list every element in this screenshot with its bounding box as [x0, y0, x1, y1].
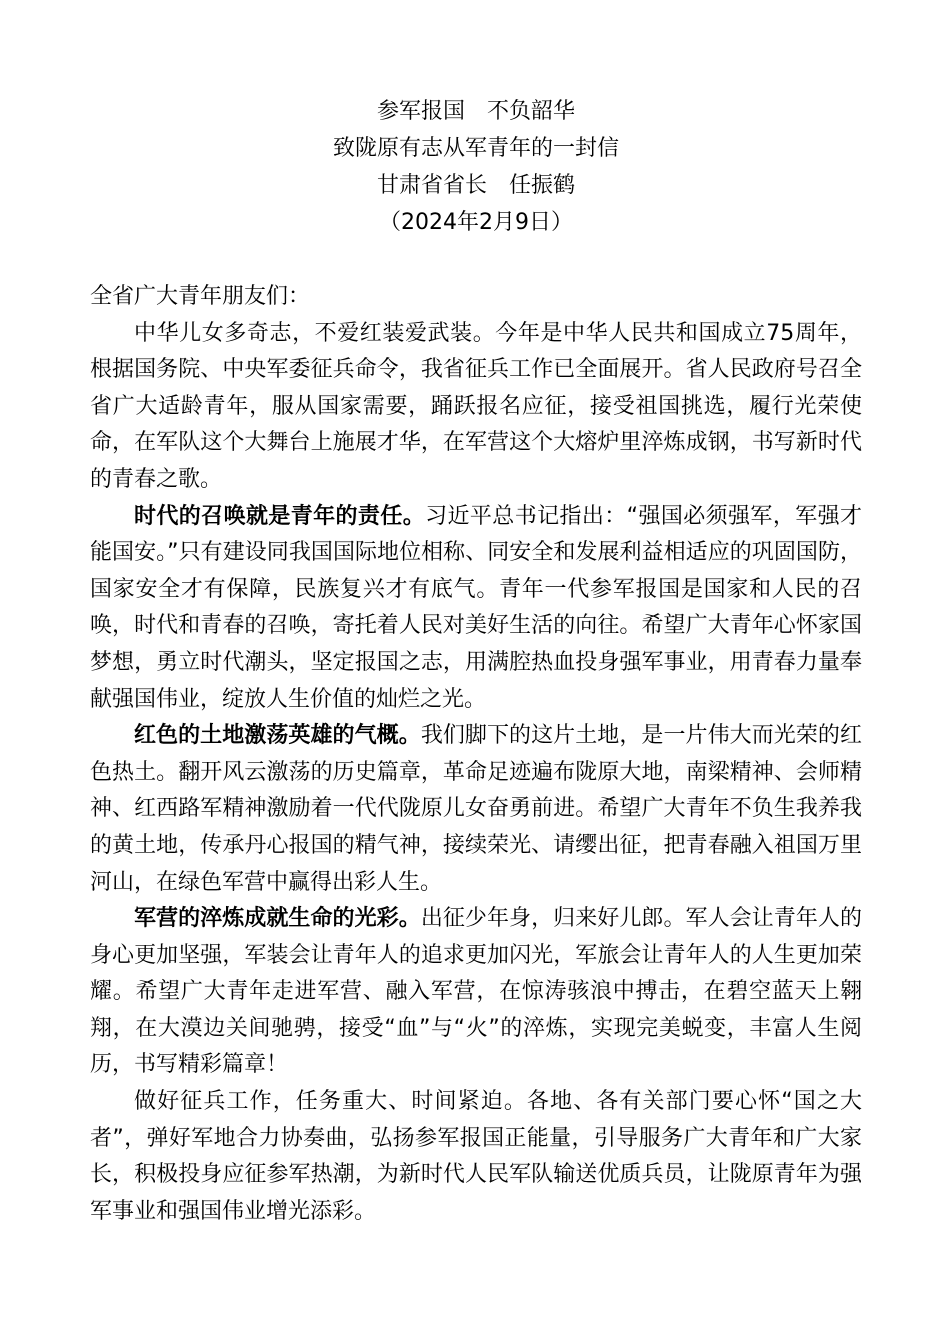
- paragraph-4-text: 出征少年身，归来好儿郎。军人会让青年人的身心更加坚强，军装会让青年人的追求更加闪光，军旅会让青年人的人生更加荣耀。希望广大青年走进军营、融入军营，在惊涛骇浪中搏击，在碧空蓝天上翱翔，在大漠边关间驰骋，接受“血”与“火”的淬炼，实现完美蜕变，丰富人生阅历，书写精彩篇章！: [90, 906, 862, 1078]
- letter-author: 甘肃省省长 任振鹤: [376, 173, 575, 198]
- letter-subtitle: 致陇原有志从军青年的一封信: [332, 136, 619, 161]
- paragraph-3-lead: 红色的土地激荡英雄的气概。: [134, 723, 421, 749]
- paragraph-3-text: 我们脚下的这片土地，是一片伟大而光荣的红色热土。翻开风云激荡的历史篇章，革命足迹遍布陇原大地，南梁精神、会师精神、红西路军精神激励着一代代陇原儿女奋勇前进。希望广大青年不负生我养我的黄土地，传承丹心报国的精气神，接续荣光、请缨出征，把青春融入祖国万里河山，在绿色军营中赢得出彩人生。: [90, 723, 862, 895]
- salutation: 全省广大青年朋友们：: [90, 284, 311, 309]
- paragraph-2-lead: 时代的召唤就是青年的责任。: [134, 503, 426, 529]
- letter-title: 参军报国 不负韶华: [376, 99, 575, 124]
- paragraph-3: [90, 718, 862, 901]
- paragraph-4-lead: 军营的淬炼成就生命的光彩。: [134, 906, 421, 932]
- paragraph-2: [90, 499, 862, 719]
- paragraph-4: [90, 901, 862, 1084]
- letter-date: （2024年2月9日）: [379, 210, 573, 235]
- letter-body: [90, 279, 862, 1230]
- paragraph-1: [90, 316, 862, 499]
- paragraph-1-text: 中华儿女多奇志，不爱红装爱武装。今年是中华人民共和国成立75周年，根据国务院、中央军委征兵命令，我省征兵工作已全面展开。省人民政府号召全省广大适龄青年，服从国家需要，踊跃报名应征，接受祖国挑选，履行光荣使命，在军队这个大舞台上施展才华，在军营这个大熔炉里淬炼成钢，书写新时代的青春之歌。: [90, 320, 862, 492]
- letter-page: [90, 93, 862, 1230]
- letter-header: [90, 93, 862, 241]
- paragraph-5-text: 做好征兵工作，任务重大、时间紧迫。各地、各有关部门要心怀“国之大者”，弹好军地合力协奏曲，弘扬参军报国正能量，引导服务广大青年和广大家长，积极投身应征参军热潮，为新时代人民军队输送优质兵员，让陇原青年为强军事业和强国伟业增光添彩。: [90, 1089, 862, 1224]
- paragraph-5: [90, 1084, 862, 1230]
- paragraph-2-text: 习近平总书记指出：“强国必须强军，军强才能国安。”只有建设同我国国际地位相称、同安全和发展利益相适应的巩固国防，国家安全才有保障，民族复兴才有底气。青年一代参军报国是国家和人民的召唤，时代和青春的召唤，寄托着人民对美好生活的向往。希望广大青年心怀家国梦想，勇立时代潮头，坚定报国之志，用满腔热血投身强军事业，用青春力量奉献强国伟业，绽放人生价值的灿烂之光。: [90, 503, 862, 712]
